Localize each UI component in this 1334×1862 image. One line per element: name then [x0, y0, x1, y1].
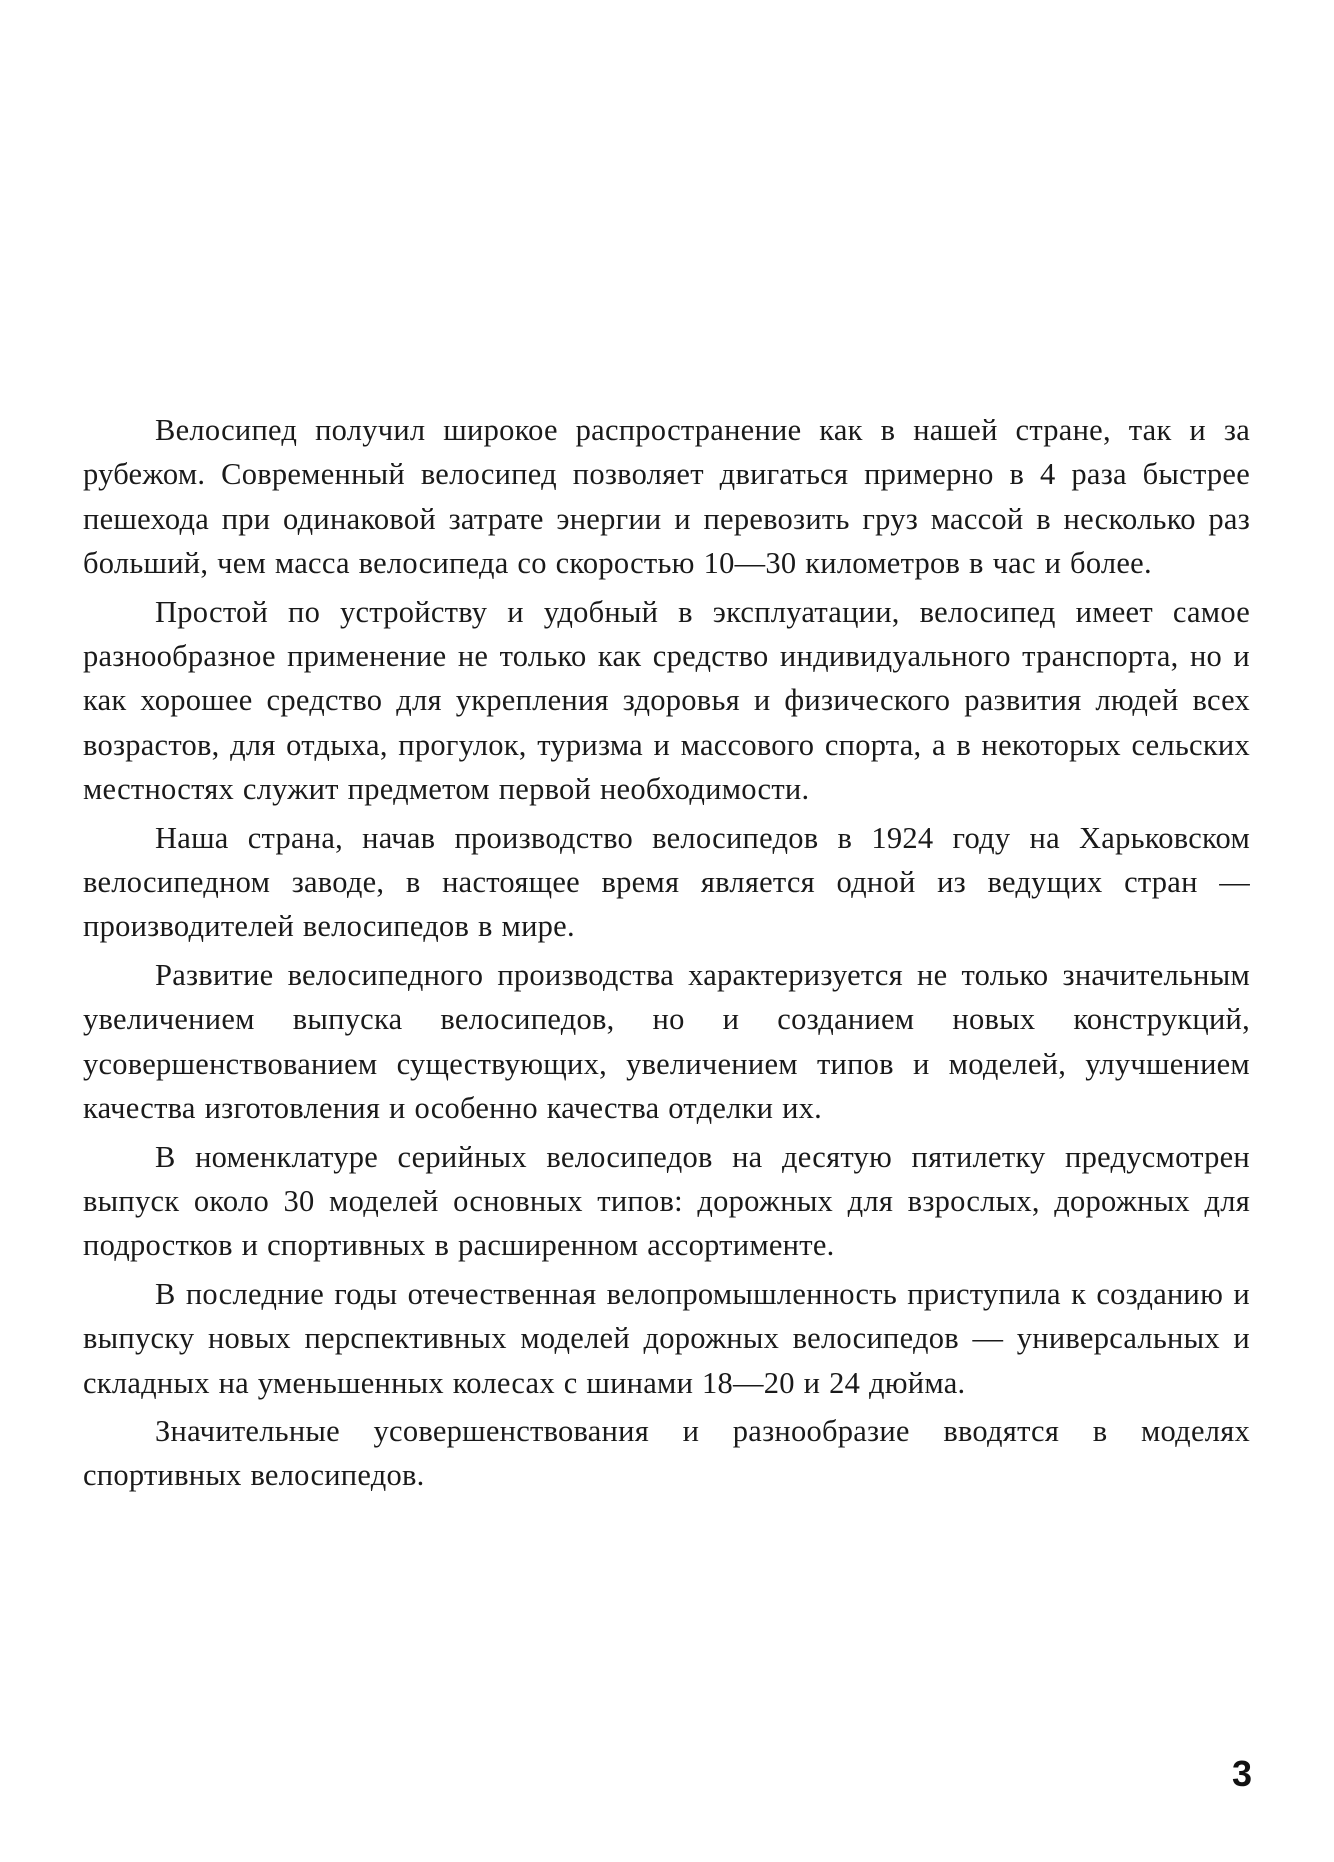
page-number: 3 — [1231, 1753, 1252, 1794]
body-text — [83, 408, 1250, 1502]
paragraph-new-models: В последние годы отечественная велопромышленность приступила к созданию и выпуску новых перспективных моделей дорожных велосипедов — универсальных и складных на уменьшенных колесах с шинами 18—20 и 24 дюйма. — [83, 1276, 1250, 1400]
paragraph-bicycle-spread: Велосипед получил широкое распространение как в нашей стране, так и за рубежом. Современный велосипед позволяет двигаться примерно в 4 раза быстрее пешехода при одинаковой затрате энергии и перевозить груз массой в несколько раз больший, чем масса велосипеда со скоростью 10—30 километров в час и более. — [83, 413, 1250, 581]
paragraph-production-development: Развитие велосипедного производства характеризуется не только значительным увеличением выпуска велосипедов, но и созданием новых конструкций, усовершенствованием существующих, увеличением типов и моделей, улучшением качества изготовления и особенно качества отделки их. — [83, 957, 1250, 1126]
paragraph-serial-models: В номенклатуре серийных велосипедов на десятую пятилетку предусмотрен выпуск около 30 моделей основных типов: дорожных для взрослых, дорожных для подростков и спортивных в расширенном ассортименте. — [83, 1139, 1250, 1263]
paragraph-bicycle-uses: Простой по устройству и удобный в эксплуатации, велосипед имеет самое разнообразное применение не только как средство индивидуального транспорта, но и как хорошее средство для укрепления здоровья и физического развития людей всех возрастов, для отдыха, прогулок, туризма и массового спорта, а в некоторых сельских местностях служит предметом первой необходимости. — [83, 594, 1250, 807]
paragraph-sport-models: Значительные усовершенствования и разнообразие вводятся в моделях спортивных велосипедов. — [83, 1413, 1250, 1493]
paragraph-production-history: Наша страна, начав производство велосипедов в 1924 году на Харьковском велосипедном заводе, в настоящее время является одной из ведущих стран — производителей велосипедов в мире. — [83, 820, 1250, 944]
